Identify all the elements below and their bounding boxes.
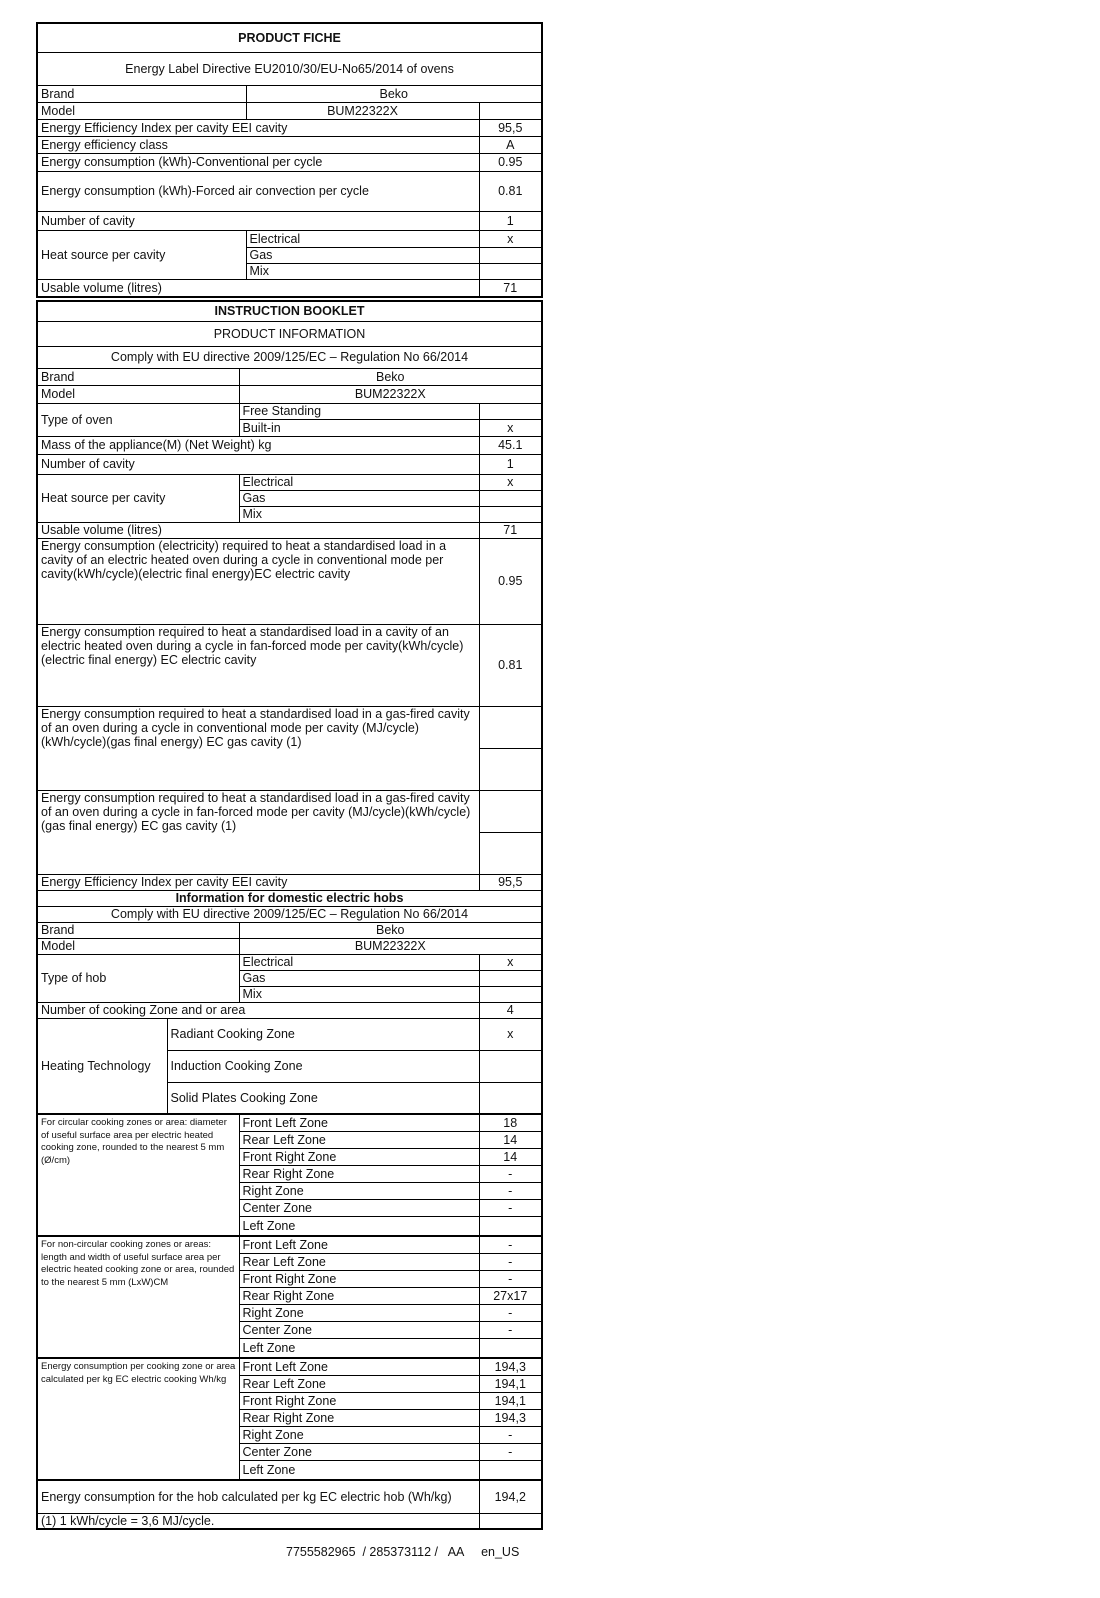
hobs-model-label: Model: [37, 938, 239, 954]
booklet-model: BUM22322X: [239, 385, 542, 403]
noncircular-zone-label: Front Left Zone: [239, 1236, 479, 1253]
circular-zone-label: Front Right Zone: [239, 1148, 479, 1165]
fiche-brand: Beko: [246, 85, 542, 102]
energy-zone-value: [479, 1460, 542, 1480]
booklet-type-builtin-label: Built-in: [239, 419, 479, 436]
circular-zone-value: 18: [479, 1114, 542, 1131]
fiche-heat-mix-label: Mix: [246, 263, 479, 279]
hobs-tech-induction-label: Induction Cooking Zone: [167, 1050, 479, 1082]
circular-zone-label: Right Zone: [239, 1182, 479, 1199]
energy-zone-value: -: [479, 1426, 542, 1443]
circular-zone-value: -: [479, 1199, 542, 1216]
hobs-zones-value: 4: [479, 1002, 542, 1018]
circular-zone-label: Rear Right Zone: [239, 1165, 479, 1182]
fiche-heat-label: Heat source per cavity: [37, 230, 246, 279]
noncircular-zone-value: [479, 1338, 542, 1358]
fiche-title: PRODUCT FICHE: [37, 23, 542, 52]
noncircular-zone-value: -: [479, 1270, 542, 1287]
booklet-mass-label: Mass of the appliance(M) (Net Weight) kg: [37, 436, 479, 454]
energy-zone-label: Front Left Zone: [239, 1358, 479, 1375]
booklet-heat-gas-value: [479, 490, 542, 506]
fiche-volume-label: Usable volume (litres): [37, 279, 479, 297]
noncircular-zone-label: Right Zone: [239, 1304, 479, 1321]
noncircular-zone-value: 27x17: [479, 1287, 542, 1304]
booklet-ec-conv-value: 0.95: [479, 538, 542, 624]
noncircular-zone-label: Rear Left Zone: [239, 1253, 479, 1270]
hobs-type-electrical-label: Electrical: [239, 954, 479, 970]
booklet-type-freestanding-label: Free Standing: [239, 403, 479, 419]
booklet-subtitle: PRODUCT INFORMATION: [37, 321, 542, 346]
fiche-conv-value: 0.95: [479, 153, 542, 171]
booklet-eei-value: 95,5: [479, 874, 542, 890]
hobs-title: Information for domestic electric hobs: [37, 890, 542, 906]
booklet-gas-fan-value-2: [479, 832, 542, 874]
energy-zone-label: Center Zone: [239, 1443, 479, 1460]
fiche-directive: Energy Label Directive EU2010/30/EU-No65/2014 of ovens: [37, 52, 542, 85]
fiche-eei-value: 95,5: [479, 119, 542, 136]
fiche-cavity-value: 1: [479, 211, 542, 230]
fiche-model-label: Model: [37, 102, 246, 119]
fiche-forced-label: Energy consumption (kWh)-Forced air convection per cycle: [37, 171, 479, 211]
circular-zone-value: -: [479, 1182, 542, 1199]
booklet-type-label: Type of oven: [37, 403, 239, 436]
hobs-tech-solid-value: [479, 1082, 542, 1114]
fiche-brand-label: Brand: [37, 85, 246, 102]
hobs-type-gas-label: Gas: [239, 970, 479, 986]
noncircular-zone-label: Left Zone: [239, 1338, 479, 1358]
hobs-model: BUM22322X: [239, 938, 542, 954]
energy-zone-value: 194,1: [479, 1392, 542, 1409]
hobs-total-label: Energy consumption for the hob calculated per kg EC electric hob (Wh/kg): [37, 1480, 479, 1513]
booklet-title: INSTRUCTION BOOKLET: [37, 301, 542, 321]
energy-zone-value: 194,3: [479, 1409, 542, 1426]
noncircular-zone-value: -: [479, 1236, 542, 1253]
energy-zone-label: Right Zone: [239, 1426, 479, 1443]
noncircular-zone-value: -: [479, 1321, 542, 1338]
booklet-brand-label: Brand: [37, 368, 239, 385]
hobs-type-electrical-value: x: [479, 954, 542, 970]
fiche-heat-electrical-value: x: [479, 230, 542, 247]
noncircular-zone-label: Rear Right Zone: [239, 1287, 479, 1304]
booklet-heat-mix-value: [479, 506, 542, 522]
circular-zone-label: Center Zone: [239, 1199, 479, 1216]
hobs-tech-label: Heating Technology: [37, 1018, 167, 1114]
hobs-type-gas-value: [479, 970, 542, 986]
booklet-heat-electrical-label: Electrical: [239, 474, 479, 490]
fiche-eei-label: Energy Efficiency Index per cavity EEI cavity: [37, 119, 479, 136]
fiche-conv-label: Energy consumption (kWh)-Conventional per cycle: [37, 153, 479, 171]
booklet-ec-fan-value: 0.81: [479, 624, 542, 706]
booklet-volume-label: Usable volume (litres): [37, 522, 479, 538]
fiche-model: BUM22322X: [246, 102, 479, 119]
booklet-heat-label: Heat source per cavity: [37, 474, 239, 522]
fiche-cavity-label: Number of cavity: [37, 211, 479, 230]
fiche-heat-gas-label: Gas: [246, 247, 479, 263]
energy-zone-label: Left Zone: [239, 1460, 479, 1480]
booklet-type-builtin-value: x: [479, 419, 542, 436]
footnote-value: [479, 1513, 542, 1529]
hobs-type-label: Type of hob: [37, 954, 239, 1002]
fiche-forced-value: 0.81: [479, 171, 542, 211]
document-footer-code: 7755582965 / 285373112 / AA en_US: [286, 1545, 520, 1559]
booklet-ec-conv-label: Energy consumption (electricity) required to heat a standardised load in a cavity of an electric heated oven during a cycle in conventional mode per cavity(kWh/cycle)(electric final energy)EC electric cavity: [37, 538, 479, 624]
noncircular-zone-value: -: [479, 1253, 542, 1270]
booklet-heat-electrical-value: x: [479, 474, 542, 490]
hobs-directive: Comply with EU directive 2009/125/EC – Regulation No 66/2014: [37, 906, 542, 922]
hobs-tech-solid-label: Solid Plates Cooking Zone: [167, 1082, 479, 1114]
fiche-class-label: Energy efficiency class: [37, 136, 479, 153]
booklet-directive: Comply with EU directive 2009/125/EC – Regulation No 66/2014: [37, 346, 542, 368]
hobs-brand: Beko: [239, 922, 542, 938]
hobs-type-mix-label: Mix: [239, 986, 479, 1002]
noncircular-zone-label: Center Zone: [239, 1321, 479, 1338]
booklet-gas-conv-value-1: [479, 706, 542, 748]
booklet-type-freestanding-value: [479, 403, 542, 419]
booklet-cavity-value: 1: [479, 454, 542, 474]
fiche-heat-gas-value: [479, 247, 542, 263]
hobs-noncircular-note: For non-circular cooking zones or areas: length and width of useful surface area per electric heated cooking zone or area, rounded to the nearest 5 mm (LxW)CM: [37, 1236, 239, 1358]
booklet-volume-value: 71: [479, 522, 542, 538]
noncircular-zone-label: Front Right Zone: [239, 1270, 479, 1287]
circular-zone-value: -: [479, 1165, 542, 1182]
booklet-gas-fan-value-1: [479, 790, 542, 832]
hobs-brand-label: Brand: [37, 922, 239, 938]
footnote: (1) 1 kWh/cycle = 3,6 MJ/cycle.: [37, 1513, 479, 1529]
hobs-energy-note: Energy consumption per cooking zone or area calculated per kg EC electric cooking Wh/kg: [37, 1358, 239, 1480]
booklet-gas-fan-label: Energy consumption required to heat a standardised load in a gas-fired cavity of an oven during a cycle in fan-forced mode per cavity (MJ/cycle)(kWh/cycle)(gas final energy) EC gas cavity (1): [37, 790, 479, 874]
booklet-gas-conv-label: Energy consumption required to heat a standardised load in a gas-fired cavity of an oven during a cycle in conventional mode per cavity (MJ/cycle)(kWh/cycle)(gas final energy) EC gas cavity (1): [37, 706, 479, 790]
noncircular-zone-value: -: [479, 1304, 542, 1321]
instruction-booklet-table: [36, 300, 543, 1530]
product-sheet: [36, 22, 541, 1530]
fiche-heat-electrical-label: Electrical: [246, 230, 479, 247]
circular-zone-label: Rear Left Zone: [239, 1131, 479, 1148]
booklet-brand: Beko: [239, 368, 542, 385]
product-fiche-table: [36, 22, 543, 298]
booklet-heat-mix-label: Mix: [239, 506, 479, 522]
fiche-heat-mix-value: [479, 263, 542, 279]
hobs-zones-label: Number of cooking Zone and or area: [37, 1002, 479, 1018]
energy-zone-label: Front Right Zone: [239, 1392, 479, 1409]
booklet-eei-label: Energy Efficiency Index per cavity EEI cavity: [37, 874, 479, 890]
fiche-class-value: A: [479, 136, 542, 153]
circular-zone-value: 14: [479, 1148, 542, 1165]
circular-zone-value: 14: [479, 1131, 542, 1148]
booklet-cavity-label: Number of cavity: [37, 454, 479, 474]
hobs-type-mix-value: [479, 986, 542, 1002]
hobs-tech-radiant-value: x: [479, 1018, 542, 1050]
hobs-tech-induction-value: [479, 1050, 542, 1082]
booklet-model-label: Model: [37, 385, 239, 403]
circular-zone-label: Front Left Zone: [239, 1114, 479, 1131]
hobs-circular-note: For circular cooking zones or area: diameter of useful surface area per electric heated cooking zone, rounded to the nearest 5 mm (Ø/cm): [37, 1114, 239, 1236]
fiche-volume-value: 71: [479, 279, 542, 297]
hobs-tech-radiant-label: Radiant Cooking Zone: [167, 1018, 479, 1050]
booklet-heat-gas-label: Gas: [239, 490, 479, 506]
energy-zone-value: 194,1: [479, 1375, 542, 1392]
circular-zone-label: Left Zone: [239, 1216, 479, 1236]
energy-zone-label: Rear Left Zone: [239, 1375, 479, 1392]
booklet-mass-value: 45.1: [479, 436, 542, 454]
circular-zone-value: [479, 1216, 542, 1236]
booklet-ec-fan-label: Energy consumption required to heat a standardised load in a cavity of an electric heated oven during a cycle in fan-forced mode per cavity(kWh/cycle)(electric final energy) EC electric cavity: [37, 624, 479, 706]
booklet-gas-conv-value-2: [479, 748, 542, 790]
hobs-total-value: 194,2: [479, 1480, 542, 1513]
energy-zone-value: 194,3: [479, 1358, 542, 1375]
energy-zone-value: -: [479, 1443, 542, 1460]
energy-zone-label: Rear Right Zone: [239, 1409, 479, 1426]
